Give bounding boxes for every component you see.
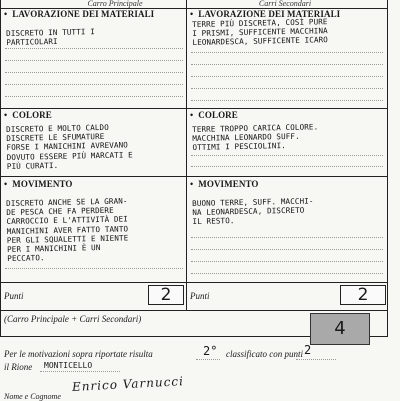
writing-line	[5, 84, 183, 85]
scores-bottom-line	[0, 310, 388, 311]
position-value: 2°	[203, 344, 218, 358]
rione-value: MONTICELLO	[44, 361, 93, 370]
total-label: (Carro Principale + Carri Secondari)	[4, 314, 142, 324]
section-title-left: • MOVIMENTO	[4, 179, 73, 189]
section-title-text: LAVORAZIONE DEI MATERIALI	[198, 9, 341, 19]
writing-line	[5, 60, 183, 61]
section3-bottom-line	[0, 282, 388, 283]
section1-bottom-line	[0, 108, 388, 109]
handwritten-comment-left: DISCRETO ANCHE SE LA GRAN- DE PESCA CHE FA PERDERE CARROCCIO E L'ATTIVITÀ DEI MANICHINI AVER FATTO TANTO PER GLI SQUALETTI E NIENTE PER I MANICHINI È UN PECCATO.	[6, 196, 129, 264]
writing-line	[40, 371, 120, 372]
writing-line	[191, 76, 383, 77]
handwritten-comment-left: DISCRETO E MOLTO CALDO DISCRETE LE SFUMATURE FORSE I MANICHINI AVREVANO DOVUTO ESSERE PIÙ MARCATI E PIÙ CURATI.	[6, 122, 133, 171]
writing-line	[191, 100, 383, 101]
handwritten-comment-right: TERRE TROPPO CARICA COLORE. MACCHINA LEONARDO SUFF. OTTIMI I PESCIOLINI.	[192, 122, 319, 153]
section-title-text: COLORE	[12, 110, 52, 120]
header-left-label: Carro Principale	[87, 0, 143, 8]
handwritten-comment-left: DISCRETO IN TUTTI I PARTICOLARI	[6, 27, 95, 48]
writing-line	[191, 261, 383, 262]
writing-line	[296, 359, 336, 360]
points-box-left: 2	[148, 285, 184, 305]
section-title-left: • LAVORAZIONE DEI MATERIALI	[4, 9, 155, 19]
signature: Enrico Varnucci	[71, 374, 185, 394]
writing-line	[5, 48, 183, 49]
writing-line	[191, 64, 383, 65]
writing-line	[5, 96, 183, 97]
section-title-left: • COLORE	[4, 110, 52, 120]
writing-line	[5, 72, 183, 73]
frame-right-line	[387, 0, 388, 336]
section-title-text: LAVORAZIONE DEI MATERIALI	[12, 9, 155, 19]
section-title-text: MOVIMENTO	[12, 179, 73, 189]
writing-line	[191, 249, 383, 250]
writing-line	[191, 88, 383, 89]
section-title-text: COLORE	[198, 110, 238, 120]
writing-line	[191, 273, 383, 274]
points-box-right: 2	[340, 285, 386, 305]
writing-line	[191, 166, 383, 167]
writing-line	[5, 268, 183, 269]
section-title-right: • COLORE	[190, 110, 238, 120]
handwritten-comment-right: BUONO TERRE, SUFF. MACCHI- NA LEONARDESCA, DISCRETO IL RESTO.	[192, 196, 314, 227]
points-label-left: Punti	[4, 291, 24, 301]
motivation-text: Per le motivazioni sopra riportate risulta	[4, 349, 153, 359]
frame-left-line	[0, 0, 1, 336]
section-title-right: • LAVORAZIONE DEI MATERIALI	[190, 9, 341, 19]
column-divider	[186, 0, 187, 310]
writing-line	[191, 52, 383, 53]
section-title-text: MOVIMENTO	[198, 179, 259, 189]
name-label: Nome e Cognome	[4, 392, 61, 401]
section2-bottom-line	[0, 176, 388, 177]
header-right-label: Carri Secondari	[258, 0, 312, 8]
writing-line	[191, 237, 383, 238]
handwritten-comment-right: TERRE PIÙ DISCRETA, COSÌ PURE I PRISMI, SUFFICENTE MACCHINA LEONARDESCA, SUFFICENTE ICARO	[192, 17, 329, 48]
classified-text: classificato con punti	[226, 349, 303, 359]
section-title-right: • MOVIMENTO	[190, 179, 259, 189]
rione-label: il Rione	[4, 362, 33, 372]
writing-line	[196, 359, 220, 360]
points-value: 2	[304, 343, 312, 357]
writing-line	[191, 155, 383, 156]
points-label-right: Punti	[190, 291, 210, 301]
total-points-box: 4	[310, 313, 370, 345]
